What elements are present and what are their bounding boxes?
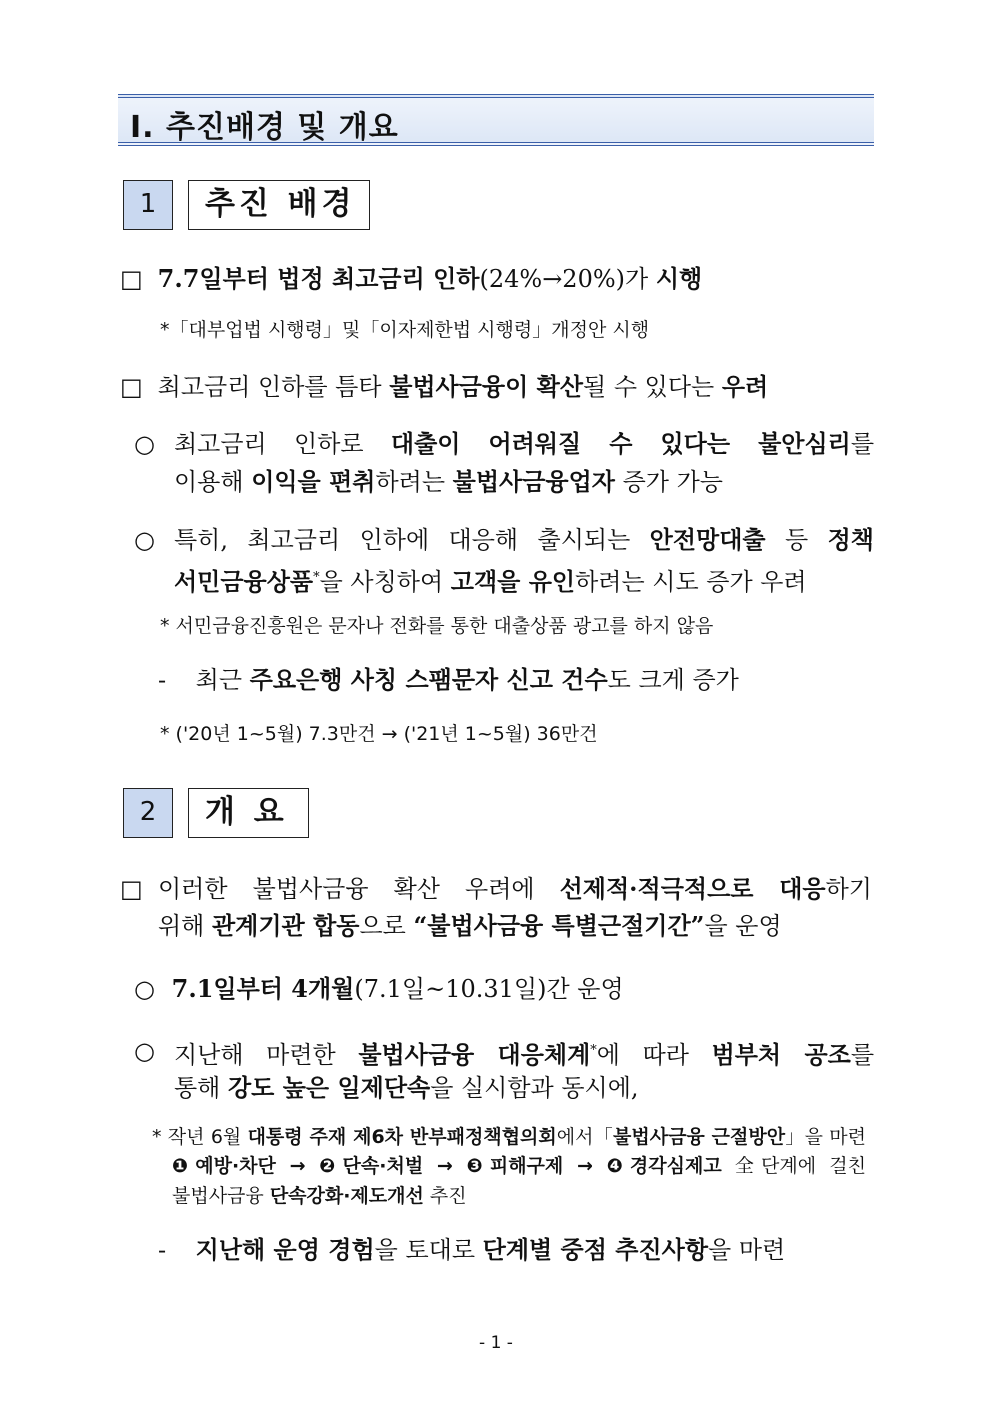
s2-circle-2-line-2: 통해 강도 높은 일제단속을 실시함과 동시에,	[174, 1073, 639, 1102]
s1-circle-1-line-2: 이용해 이익을 편취하려는 불법사금융업자 증가 가능	[174, 467, 723, 496]
s2-circle-2-symbol: ○	[134, 1037, 155, 1065]
s1-circle-2-line-1: 특히, 최고금리 인하에 대응해 출시되는 안전망대출 등 정책	[174, 525, 874, 554]
s2-bullet-1-line-1: 이러한 불법사금융 확산 우려에 선제적·적극적으로 대응하기	[158, 874, 872, 903]
s2-circle-1: ○ 7.1일부터 4개월(7.1일~10.31일)간 운영	[134, 974, 624, 1003]
s2-note-line-2: ❶예방·차단 → ❷단속·처벌 → ❸피해구제 → ❹경각심제고 全단계에 걸친	[172, 1155, 866, 1177]
s1-circle-2-symbol: ○	[134, 526, 155, 554]
s1-note-2: * 서민금융진흥원은 문자나 전화를 통한 대출상품 광고를 하지 않음	[160, 615, 714, 637]
s1-circle-2-line-2: 서민금융상품*을 사칭하여 고객을 유인하려는 시도 증가 우려	[174, 567, 807, 596]
dash-bullet: -	[158, 1236, 167, 1264]
s1-circle-1-symbol: ○	[134, 430, 155, 458]
section-2-title: 개 요	[188, 788, 309, 838]
s2-bullet-1-line-2: 위해 관계기관 합동으로 “불법사금융 특별근절기간”을 운영	[158, 911, 782, 940]
s2-note-line-1: * 작년 6월 대통령 주재 제6차 반부패정책협의회에서「불법사금융 근절방안」을 마련	[152, 1126, 866, 1148]
s1-note-3: * ('20년 1~5월) 7.3만건 → ('21년 1~5월) 36만건	[160, 723, 598, 745]
title-bar	[118, 94, 874, 146]
s1-dash-1: - 최근 주요은행 사칭 스팸문자 신고 건수도 크게 증가	[158, 665, 739, 694]
s2-note-line-3: 불법사금융 단속강화·제도개선 추진	[172, 1185, 467, 1207]
s1-bullet-1: □ 7.7일부터 법정 최고금리 인하(24%→20%)가 시행	[120, 264, 703, 293]
section-1-number: 1	[123, 180, 173, 230]
dash-bullet: -	[158, 666, 167, 694]
s2-circle-2-line-1: 지난해 마련한 불법사금융 대응체계*에 따라 범부처 공조를	[174, 1040, 874, 1069]
s2-bullet-1-symbol: □	[120, 875, 143, 903]
s1-note-1: *「대부업법 시행령」및「이자제한법 시행령」개정안 시행	[160, 319, 650, 341]
circle-bullet-icon: ○	[134, 975, 155, 1003]
s2-dash-1: - 지난해 운영 경험을 토대로 단계별 중점 추진사항을 마련	[158, 1235, 786, 1264]
square-bullet-icon: □	[120, 265, 143, 293]
square-bullet-icon: □	[120, 373, 143, 401]
s1-circle-1-line-1: 최고금리 인하로 대출이 어려워질 수 있다는 불안심리를	[174, 429, 874, 458]
page-title: Ⅰ. 추진배경 및 개요	[130, 110, 399, 145]
section-2-number: 2	[123, 788, 173, 838]
page-number: - 1 -	[479, 1333, 513, 1353]
section-1-title: 추진 배경	[188, 180, 370, 230]
s1-bullet-2: □ 최고금리 인하를 틈타 불법사금융이 확산될 수 있다는 우려	[120, 372, 769, 401]
